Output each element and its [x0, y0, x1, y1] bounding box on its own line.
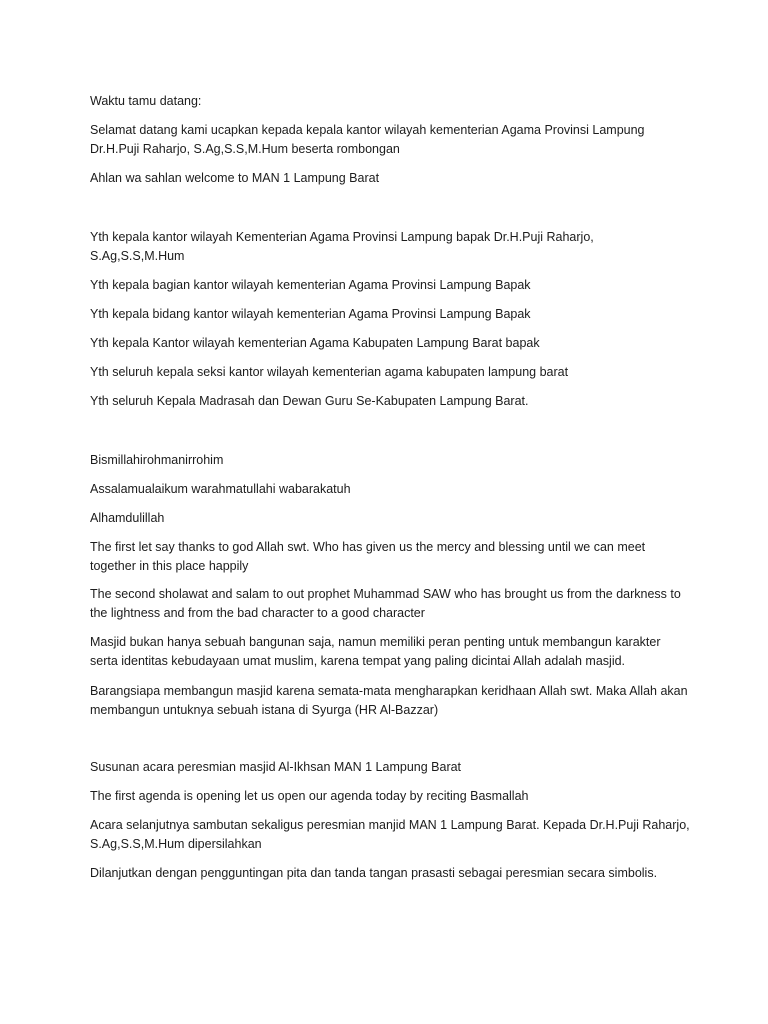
greeting-kepala-seksi: Yth seluruh kepala seksi kantor wilayah kementerian agama kabupaten lampung barat — [90, 365, 569, 379]
greeting-kepala-bagian: Yth kepala bagian kantor wilayah kementerian Agama Provinsi Lampung Bapak — [90, 278, 531, 292]
arrival-heading: Waktu tamu datang: — [90, 94, 202, 108]
agenda-sambutan: Acara selanjutnya sambutan sekaligus peresmian manjid MAN 1 Lampung Barat. Kepada Dr.H.Puji Raharjo, S.Ag,S.S,M.Hum dipersilahkan — [90, 818, 690, 851]
alhamdulillah-line: Alhamdulillah — [90, 511, 165, 525]
agenda-opening: The first agenda is opening let us open our agenda today by reciting Basmallah — [90, 789, 529, 803]
ahlan-paragraph: Ahlan wa sahlan welcome to MAN 1 Lampung Barat — [90, 171, 380, 185]
bismillah-line: Bismillahirohmanirrohim — [90, 453, 224, 467]
hadith-paragraph: Barangsiapa membangun masjid karena semata-mata mengharapkan keridhaan Allah swt. Maka Allah akan membangun untuknya sebuah istana di Syurga (HR Al-Bazzar) — [90, 684, 688, 717]
welcome-paragraph: Selamat datang kami ucapkan kepada kepala kantor wilayah kementerian Agama Provinsi Lampung Dr.H.Puji Raharjo, S.Ag,S.S,M.Hum beserta rombongan — [90, 123, 645, 156]
sholawat-paragraph: The second sholawat and salam to out prophet Muhammad SAW who has brought us from the darkness to the lightness and from the bad character to a good character — [90, 587, 681, 620]
thanks-paragraph: The first let say thanks to god Allah swt. Who has given us the mercy and blessing until we can meet together in this place happily — [90, 540, 646, 573]
greeting-kepala-madrasah: Yth seluruh Kepala Madrasah dan Dewan Guru Se-Kabupaten Lampung Barat. — [90, 394, 529, 408]
greeting-kepala-kantor-kabupaten: Yth kepala Kantor wilayah kementerian Agama Kabupaten Lampung Barat bapak — [90, 336, 540, 350]
greeting-kakanwil: Yth kepala kantor wilayah Kementerian Agama Provinsi Lampung bapak Dr.H.Puji Raharjo, S.Ag,S.S,M.Hum — [90, 230, 594, 263]
greeting-kepala-bidang: Yth kepala bidang kantor wilayah kementerian Agama Provinsi Lampung Bapak — [90, 307, 531, 321]
agenda-pengguntingan-pita: Dilanjutkan dengan pengguntingan pita dan tanda tangan prasasti sebagai peresmian secara simbolis. — [90, 866, 658, 880]
agenda-heading: Susunan acara peresmian masjid Al-Ikhsan MAN 1 Lampung Barat — [90, 760, 462, 774]
salam-line: Assalamualaikum warahmatullahi wabarakatuh — [90, 482, 351, 496]
masjid-paragraph: Masjid bukan hanya sebuah bangunan saja, namun memiliki peran penting untuk membangun karakter serta identitas kebudayaan umat muslim, karena tempat yang paling dicintai Allah adalah masjid. — [90, 635, 661, 668]
